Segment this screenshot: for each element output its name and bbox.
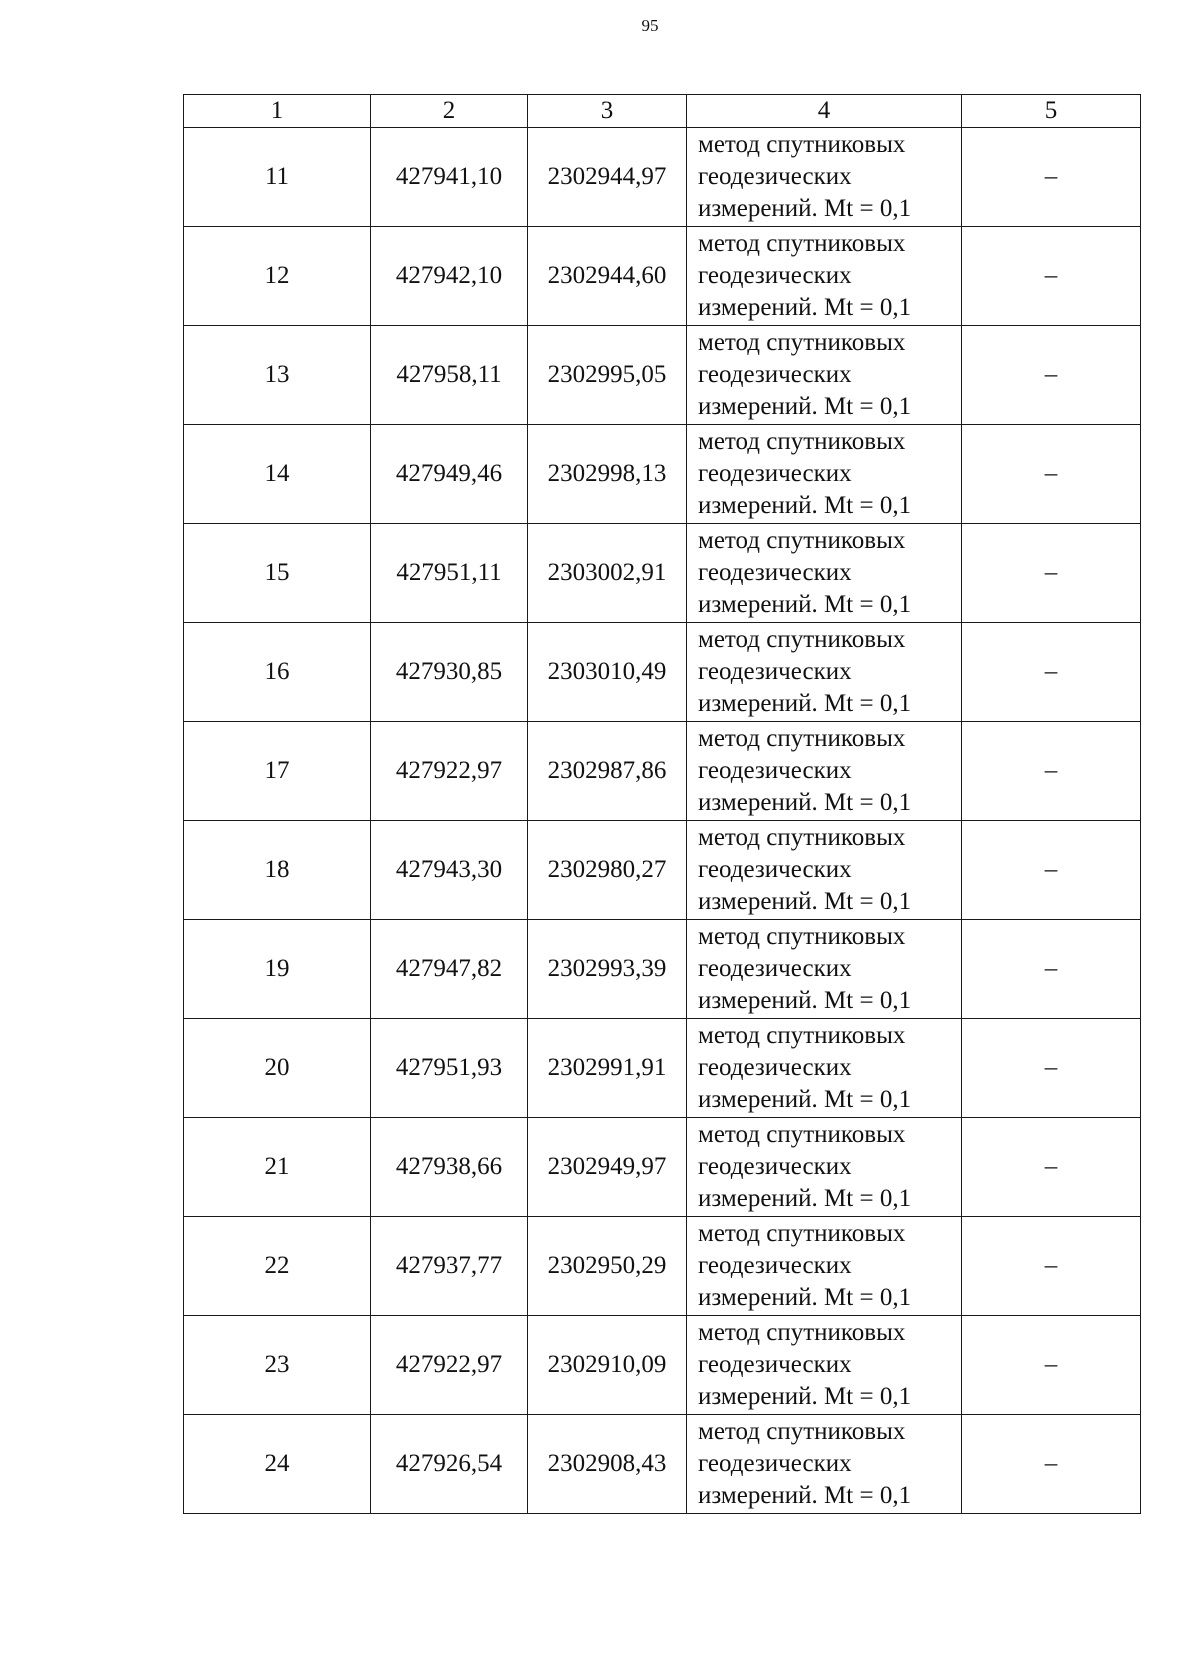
method-cell: метод спутниковых геодезических измерений. Mt = 0,1 xyxy=(687,326,962,425)
method-cell: метод спутниковых геодезических измерений. Mt = 0,1 xyxy=(687,1019,962,1118)
x-coordinate-cell: 427947,82 xyxy=(371,920,528,1019)
point-number-cell: 15 xyxy=(184,524,371,623)
table-row xyxy=(184,1118,1141,1217)
table-row xyxy=(184,1415,1141,1514)
y-coordinate-cell: 2302993,39 xyxy=(528,920,687,1019)
method-cell: метод спутниковых геодезических измерений. Mt = 0,1 xyxy=(687,920,962,1019)
table-row xyxy=(184,227,1141,326)
point-number-cell: 14 xyxy=(184,425,371,524)
note-cell: – xyxy=(962,920,1141,1019)
point-number-cell: 20 xyxy=(184,1019,371,1118)
point-number-cell: 22 xyxy=(184,1217,371,1316)
table-header xyxy=(184,95,1141,128)
point-number-cell: 13 xyxy=(184,326,371,425)
y-coordinate-cell: 2302908,43 xyxy=(528,1415,687,1514)
y-coordinate-cell: 2302910,09 xyxy=(528,1316,687,1415)
method-cell: метод спутниковых геодезических измерений. Mt = 0,1 xyxy=(687,623,962,722)
table-row xyxy=(184,920,1141,1019)
method-cell: метод спутниковых геодезических измерений. Mt = 0,1 xyxy=(687,1316,962,1415)
x-coordinate-cell: 427949,46 xyxy=(371,425,528,524)
y-coordinate-cell: 2303010,49 xyxy=(528,623,687,722)
point-number-cell: 18 xyxy=(184,821,371,920)
x-coordinate-cell: 427922,97 xyxy=(371,1316,528,1415)
header-row xyxy=(184,95,1141,128)
table-row xyxy=(184,1217,1141,1316)
coordinates-table xyxy=(183,94,1141,1514)
column-header-2: 2 xyxy=(371,95,528,128)
method-cell: метод спутниковых геодезических измерений. Mt = 0,1 xyxy=(687,821,962,920)
point-number-cell: 23 xyxy=(184,1316,371,1415)
method-cell: метод спутниковых геодезических измерений. Mt = 0,1 xyxy=(687,524,962,623)
y-coordinate-cell: 2302991,91 xyxy=(528,1019,687,1118)
x-coordinate-cell: 427930,85 xyxy=(371,623,528,722)
x-coordinate-cell: 427951,93 xyxy=(371,1019,528,1118)
table-row xyxy=(184,425,1141,524)
point-number-cell: 21 xyxy=(184,1118,371,1217)
y-coordinate-cell: 2302995,05 xyxy=(528,326,687,425)
note-cell: – xyxy=(962,227,1141,326)
y-coordinate-cell: 2302949,97 xyxy=(528,1118,687,1217)
table-row xyxy=(184,1019,1141,1118)
column-header-1: 1 xyxy=(184,95,371,128)
note-cell: – xyxy=(962,1118,1141,1217)
method-cell: метод спутниковых геодезических измерений. Mt = 0,1 xyxy=(687,1217,962,1316)
point-number-cell: 11 xyxy=(184,128,371,227)
note-cell: – xyxy=(962,1316,1141,1415)
point-number-cell: 17 xyxy=(184,722,371,821)
x-coordinate-cell: 427943,30 xyxy=(371,821,528,920)
point-number-cell: 12 xyxy=(184,227,371,326)
x-coordinate-cell: 427926,54 xyxy=(371,1415,528,1514)
point-number-cell: 16 xyxy=(184,623,371,722)
table-row xyxy=(184,1316,1141,1415)
page-number: 95 xyxy=(641,16,659,35)
table-row xyxy=(184,821,1141,920)
table-row xyxy=(184,722,1141,821)
note-cell: – xyxy=(962,326,1141,425)
table-row xyxy=(184,524,1141,623)
method-cell: метод спутниковых геодезических измерений. Mt = 0,1 xyxy=(687,227,962,326)
table-body xyxy=(184,128,1141,1514)
y-coordinate-cell: 2303002,91 xyxy=(528,524,687,623)
note-cell: – xyxy=(962,128,1141,227)
note-cell: – xyxy=(962,1415,1141,1514)
y-coordinate-cell: 2302944,60 xyxy=(528,227,687,326)
x-coordinate-cell: 427958,11 xyxy=(371,326,528,425)
x-coordinate-cell: 427941,10 xyxy=(371,128,528,227)
method-cell: метод спутниковых геодезических измерений. Mt = 0,1 xyxy=(687,722,962,821)
x-coordinate-cell: 427938,66 xyxy=(371,1118,528,1217)
column-header-4: 4 xyxy=(687,95,962,128)
method-cell: метод спутниковых геодезических измерений. Mt = 0,1 xyxy=(687,1118,962,1217)
method-cell: метод спутниковых геодезических измерений. Mt = 0,1 xyxy=(687,1415,962,1514)
x-coordinate-cell: 427937,77 xyxy=(371,1217,528,1316)
column-header-5: 5 xyxy=(962,95,1141,128)
note-cell: – xyxy=(962,425,1141,524)
x-coordinate-cell: 427942,10 xyxy=(371,227,528,326)
note-cell: – xyxy=(962,524,1141,623)
y-coordinate-cell: 2302987,86 xyxy=(528,722,687,821)
x-coordinate-cell: 427951,11 xyxy=(371,524,528,623)
note-cell: – xyxy=(962,821,1141,920)
table-row xyxy=(184,128,1141,227)
column-header-3: 3 xyxy=(528,95,687,128)
method-cell: метод спутниковых геодезических измерений. Mt = 0,1 xyxy=(687,128,962,227)
y-coordinate-cell: 2302950,29 xyxy=(528,1217,687,1316)
note-cell: – xyxy=(962,1217,1141,1316)
note-cell: – xyxy=(962,623,1141,722)
x-coordinate-cell: 427922,97 xyxy=(371,722,528,821)
y-coordinate-cell: 2302998,13 xyxy=(528,425,687,524)
table-row xyxy=(184,623,1141,722)
y-coordinate-cell: 2302980,27 xyxy=(528,821,687,920)
y-coordinate-cell: 2302944,97 xyxy=(528,128,687,227)
note-cell: – xyxy=(962,722,1141,821)
table-row xyxy=(184,326,1141,425)
point-number-cell: 24 xyxy=(184,1415,371,1514)
point-number-cell: 19 xyxy=(184,920,371,1019)
method-cell: метод спутниковых геодезических измерений. Mt = 0,1 xyxy=(687,425,962,524)
note-cell: – xyxy=(962,1019,1141,1118)
